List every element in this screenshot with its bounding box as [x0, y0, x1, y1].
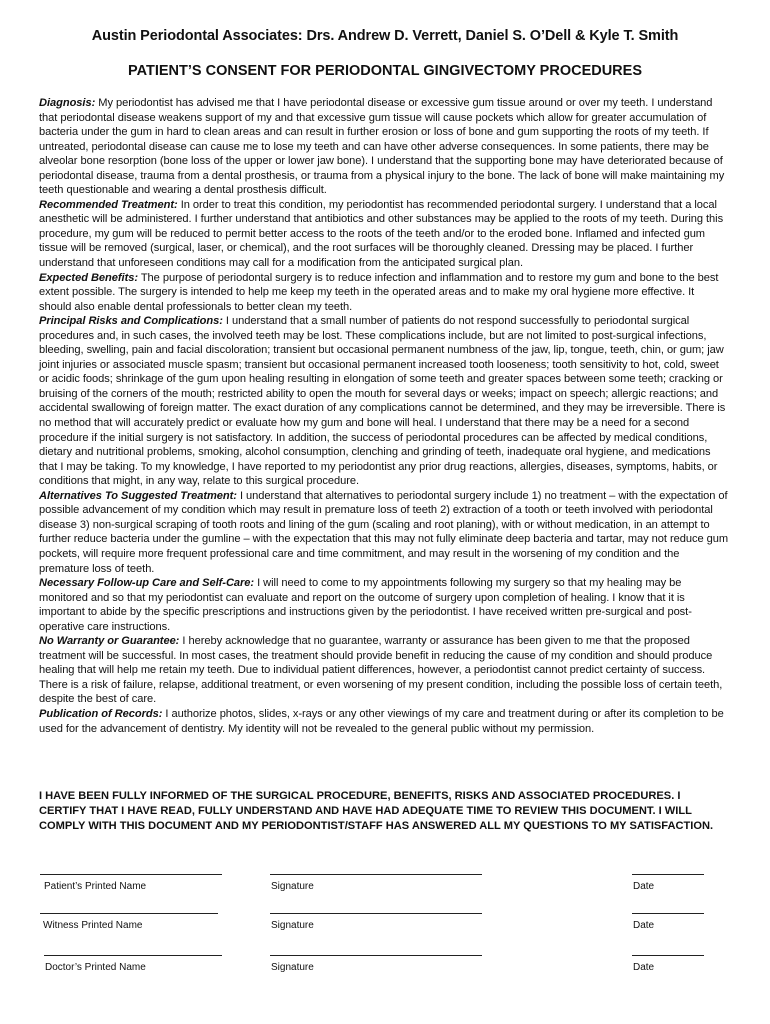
section-text: I hereby acknowledge that no guarantee, warranty or assurance has been given to me that the proposed treatment will be successful. In most cases, the treatment should provide benefit in reducing the cause of my condition and should produce healing that will help me retain my teeth. Due to individual patient differences, however, a periodontist cannot predict certainty of success. There is a risk of failure, relapse, additional treatment, or even worsening of my present condition, including the possible loss of certain teeth, despite the best of care. [39, 635, 723, 706]
section-heading: Principal Risks and Complications: [39, 315, 223, 328]
section-publication-of-records [39, 707, 729, 736]
section-heading: Recommended Treatment: [39, 198, 178, 211]
section-heading: Expected Benefits: [39, 271, 138, 284]
signature-row-witness [0, 913, 770, 943]
section-heading: Necessary Follow-up Care and Self-Care: [39, 577, 255, 590]
section-recommended-treatment [39, 198, 729, 271]
printed-name-label: Witness Printed Name [43, 920, 143, 931]
section-text: I understand that alternatives to periodontal surgery include 1) no treatment – with the expectation of possible advancement of my condition which may result in premature loss of teeth 2) extraction of a tooth or teeth involved with periodontal disease 3) non-surgical scraping of tooth roots and lining of the gum (scaling and root planing), with or without medication, in an attempt to further reduce bacteria under the gumline – with the expectation that this may not fully eliminate deep bacteria and tartar, may not reduce gum pockets, will require more frequent professional care and time commitment, and may result in the worsening of my condition and the premature loss of teeth. [39, 489, 729, 575]
signature-row-doctor [0, 955, 770, 985]
practice-header: Austin Periodontal Associates: Drs. Andrew D. Verrett, Daniel S. O’Dell & Kyle T. Smith [91, 28, 679, 44]
date-label: Date [633, 962, 655, 973]
signature-line[interactable] [270, 955, 482, 956]
date-label: Date [633, 881, 655, 892]
section-text: I understand that a small number of patients do not respond successfully to periodontal surgical procedures and, in such cases, the involved teeth may be lost. These complications include, but are not limited to post-surgical infections, bleeding, swelling, pain and facial discoloration; transient but occasional permanent numbness of the jaw, lip, tongue, teeth, chin, or gum; jaw joint injuries or associated muscle spasm; transient but occasional permanent increased tooth looseness; tooth sensitivity to hot, cold, sweet or acidic foods; shrinkage of the gum upon healing resulting in elongation of some teeth and greater spaces between some teeth; cracking or bruising of the corners of the mouth; restricted ability to open the mouth for several days or weeks; impact on speech; allergic reactions; and accidental swallowing of foreign matter. The exact duration of any complications cannot be determined, and they may be irreversible. There is no method that will accurately predict or evaluate how my gum and bone will heal. I understand that there may be a need for a second procedure if the initial surgery is not satisfactory. In addition, the success of periodontal procedures can be affected by medical conditions, dietary and nutritional problems, smoking, alcohol consumption, clenching and grinding of teeth, inadequate oral hygiene, and medications that I may be taking. To my knowledge, I have reported to my periodontist any prior drug reactions, allergies, diseases, symptoms, habits, or conditions that might, in any way, relate to this surgical procedure. [39, 315, 726, 488]
signature-row-patient [0, 874, 770, 904]
section-text: The purpose of periodontal surgery is to reduce infection and inflammation and to restore my gum and bone to the best extent possible. The surgery is intended to help me keep my teeth in the operated areas and to make my oral hygiene more effective. It should also enable dental professionals to better clean my teeth. [39, 271, 719, 313]
date-line[interactable] [632, 955, 704, 956]
printed-name-line[interactable] [40, 913, 218, 914]
signature-label: Signature [271, 962, 314, 973]
section-follow-up-care [39, 576, 729, 634]
signature-label: Signature [271, 920, 314, 931]
signature-line[interactable] [270, 913, 482, 914]
section-heading: Alternatives To Suggested Treatment: [39, 489, 237, 502]
consent-body [39, 96, 729, 736]
printed-name-label: Doctor’s Printed Name [45, 962, 146, 973]
date-label: Date [633, 920, 655, 931]
section-no-warranty [39, 634, 729, 707]
form-title: PATIENT’S CONSENT FOR PERIODONTAL GINGIVECTOMY PROCEDURES [128, 63, 642, 79]
section-text: I authorize photos, slides, x-rays or any other viewings of my care and treatment during or after its completion to be used for the advancement of dentistry. My identity will not be revealed to the general public without my permission. [39, 707, 724, 735]
printed-name-line[interactable] [40, 874, 222, 875]
printed-name-line[interactable] [44, 955, 222, 956]
signature-label: Signature [271, 881, 314, 892]
certification-statement: I HAVE BEEN FULLY INFORMED OF THE SURGICAL PROCEDURE, BENEFITS, RISKS AND ASSOCIATED PROCEDURES. I CERTIFY THAT I HAVE READ, FULLY UNDERSTAND AND HAVE HAD ADEQUATE TIME TO REVIEW THIS DOCUMENT. I WILL COMPLY WITH THIS DOCUMENT AND MY PERIODONTIST/STAFF HAS ANSWERED ALL MY QUESTIONS TO MY SATISFACTION. [39, 790, 714, 832]
section-heading: No Warranty or Guarantee: [39, 635, 180, 648]
date-line[interactable] [632, 913, 704, 914]
section-expected-benefits [39, 271, 729, 315]
section-diagnosis [39, 96, 729, 198]
section-text: I will need to come to my appointments following my surgery so that my healing may be monitored and so that my periodontist can evaluate and report on the outcome of surgery upon completion of healing. I know that it is important to abide by the specific prescriptions and instructions given by the periodontist. I have received written pre-surgical and post-operative care instructions. [39, 577, 692, 633]
section-principal-risks [39, 314, 729, 489]
signature-line[interactable] [270, 874, 482, 875]
section-heading: Publication of Records: [39, 707, 163, 720]
section-text: My periodontist has advised me that I have periodontal disease or excessive gum tissue around or over my teeth. I understand that periodontal disease weakens support of my and that excessive gum tissue will cause pockets which allow for greater accumulation of bacteria under the gum in hard to clean areas and can result in further erosion or loss of bone and gum supporting the roots of my teeth. If untreated, periodontal disease can cause me to lose my teeth and can have other adverse consequences. In some patients, there may be alveolar bone resorption (bone loss of the upper or lower jaw bone). I understand that the supporting bone may have deteriorated because of periodontal disease, trauma from a dental prosthesis, or trauma from a physical injury to the bone. The lack of bone will make maintaining my teeth questionable and wearing a dental prosthesis difficult. [39, 97, 725, 197]
section-alternatives [39, 489, 729, 576]
section-text: In order to treat this condition, my periodontist has recommended periodontal surgery. I understand that a local anesthetic will be administered. I further understand that antibiotics and other substances may be applied to the roots of my teeth. During this procedure, my gum will be reduced to permit better access to the roots of the teeth and/or to the eroded bone. Inflamed and infected gum tissue will be removed (surgical, laser, or chemical), and the root surfaces will be thoroughly cleaned. Dressing may be placed. I further understand that unforeseen conditions may call for a modification from the anticipated surgical plan. [39, 198, 724, 270]
date-line[interactable] [632, 874, 704, 875]
section-heading: Diagnosis: [39, 97, 96, 109]
printed-name-label: Patient’s Printed Name [44, 881, 147, 892]
